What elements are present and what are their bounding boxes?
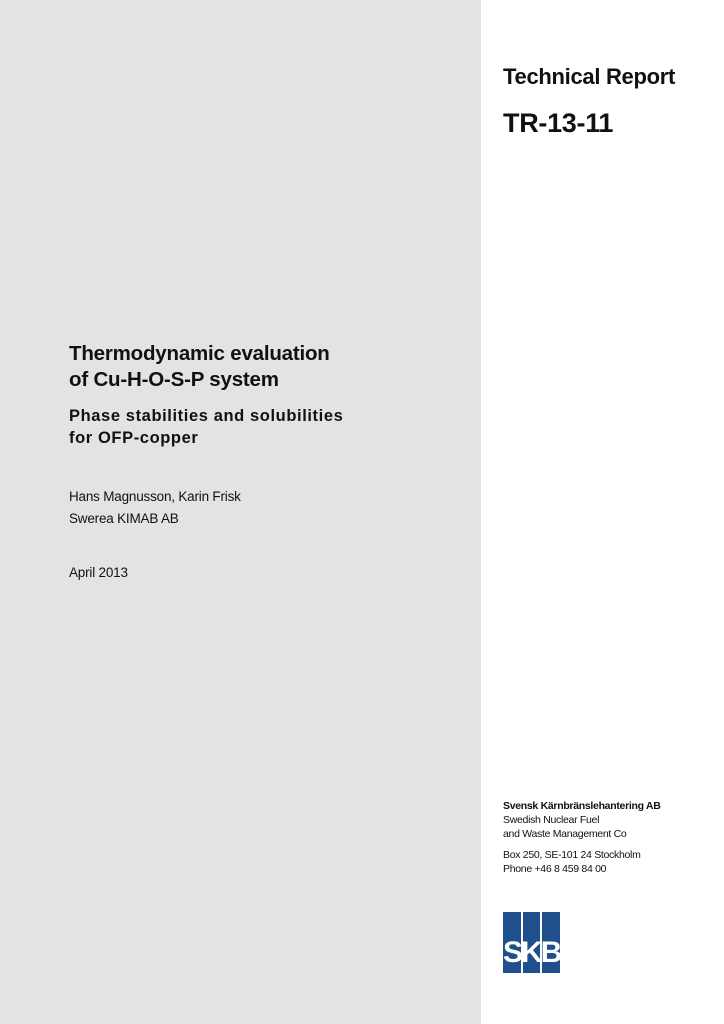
- publisher-address: Box 250, SE-101 24 Stockholm: [503, 849, 641, 861]
- author-affiliation: Swerea KIMAB AB: [69, 511, 179, 526]
- report-subtitle-line-1: Phase stabilities and solubilities: [69, 407, 344, 425]
- publisher-spacer: [503, 841, 661, 848]
- author-names: Hans Magnusson, Karin Frisk: [69, 489, 241, 504]
- authors-block: [69, 486, 241, 530]
- publisher-name-en-line-2: and Waste Management Co: [503, 828, 627, 840]
- report-subtitle: [69, 405, 469, 449]
- publisher-block: [503, 799, 661, 876]
- logo-text: SKB: [503, 936, 561, 969]
- skb-logo: [503, 912, 560, 973]
- report-title-line-1: Thermodynamic evaluation: [69, 342, 330, 365]
- publisher-name: Svensk Kärnbränslehantering AB: [503, 800, 661, 812]
- report-type: Technical Report: [503, 64, 676, 89]
- report-title: [69, 341, 469, 393]
- report-subtitle-line-2: for OFP-copper: [69, 429, 199, 447]
- publication-date: April 2013: [69, 565, 128, 580]
- publisher-name-en-line-1: Swedish Nuclear Fuel: [503, 814, 600, 826]
- report-number: TR-13-11: [503, 108, 614, 138]
- report-title-line-2: of Cu-H-O-S-P system: [69, 368, 279, 391]
- publisher-phone: Phone +46 8 459 84 00: [503, 863, 607, 875]
